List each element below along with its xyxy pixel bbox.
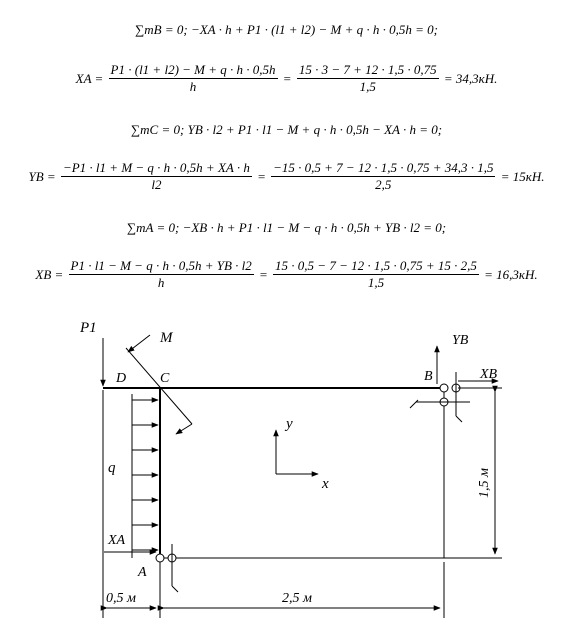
fraction [109,62,278,95]
formula-lhs: YB = [28,168,56,184]
fraction-numerator: P1 · (l1 + l2) − M + q · h · 0,5h [110,62,276,77]
formula-result: = 34,3кН. [443,70,498,86]
fraction [61,160,252,193]
equals-sign: = [282,70,292,86]
support-b-hatch-2 [456,416,462,422]
label-p1: P1 [80,320,97,336]
dim-l2-label: 2,5 м [282,591,312,606]
moment-equation-c [0,122,573,138]
moment-m-arrow-top [128,335,150,352]
fraction-numerator: −15 · 0,5 + 7 − 12 · 1,5 · 0,75 + 34,3 · 1,5 [273,160,494,175]
fraction-values [297,62,439,95]
label-m: M [160,330,173,346]
fraction [69,258,254,291]
label-a: A [138,565,147,580]
support-a-hatch [172,586,178,592]
fraction-denominator: 2,5 [375,177,392,192]
label-xb: XB [480,367,498,382]
moment-equation-b [0,22,573,38]
equation-text: ∑mA = 0; −XB · h + P1 · l1 − M − q · h · 0,5h + YB · l2 = 0; [126,220,447,235]
fraction-denominator: 1,5 [359,79,376,94]
support-b-hatch-1 [410,400,418,408]
label-yb: YB [452,333,469,348]
moment-m-arrow-bottom [176,424,192,434]
label-xa: XA [108,533,126,548]
label-d: D [116,371,127,386]
equals-sign: = [257,168,266,184]
hinge-b-1 [440,384,448,392]
label-axis-y: y [286,416,293,432]
fraction-denominator: l2 [151,177,162,192]
formula-xb [0,258,573,291]
dim-l1-label: 0,5 м [106,591,136,606]
fraction-numerator: P1 · l1 − M − q · h · 0,5h + YB · l2 [70,258,252,273]
hinge-a-1 [156,554,164,562]
frame-diagram [0,300,573,624]
fraction-numerator: 15 · 0,5 − 7 − 12 · 1,5 · 0,75 + 15 · 2,5 [275,258,477,273]
equals-sign: = [259,266,268,282]
label-c: C [160,371,170,386]
moment-equation-a [0,220,573,236]
label-q: q [108,460,116,476]
dim-h-label: 1,5 м [477,468,492,498]
formula-xa [0,62,573,95]
fraction-denominator: h [157,275,165,290]
fraction-values [271,160,495,193]
label-axis-x: x [322,476,329,492]
load-q-arrows [132,400,158,550]
fraction-denominator: 1,5 [367,275,385,290]
fraction-denominator: h [189,79,197,94]
formula-lhs: XA = [75,70,104,86]
label-b: B [424,369,433,384]
formula-yb [0,160,573,193]
formula-lhs: XB = [35,266,64,282]
equation-text: ∑mC = 0; YB · l2 + P1 · l1 − M + q · h · 0,5h − XA · h = 0; [130,122,443,137]
formula-result: = 16,3кН. [484,266,538,282]
fraction-numerator: −P1 · l1 + M − q · h · 0,5h + XA · h [62,160,250,175]
equations-block [0,0,573,300]
formula-result: = 15кН. [500,168,545,184]
fraction-numerator: 15 · 3 − 7 + 12 · 1,5 · 0,75 [298,62,437,77]
equation-text: ∑mB = 0; −XA · h + P1 · (l1 + l2) − M + q · h · 0,5h = 0; [135,22,438,37]
fraction-values [273,258,479,291]
